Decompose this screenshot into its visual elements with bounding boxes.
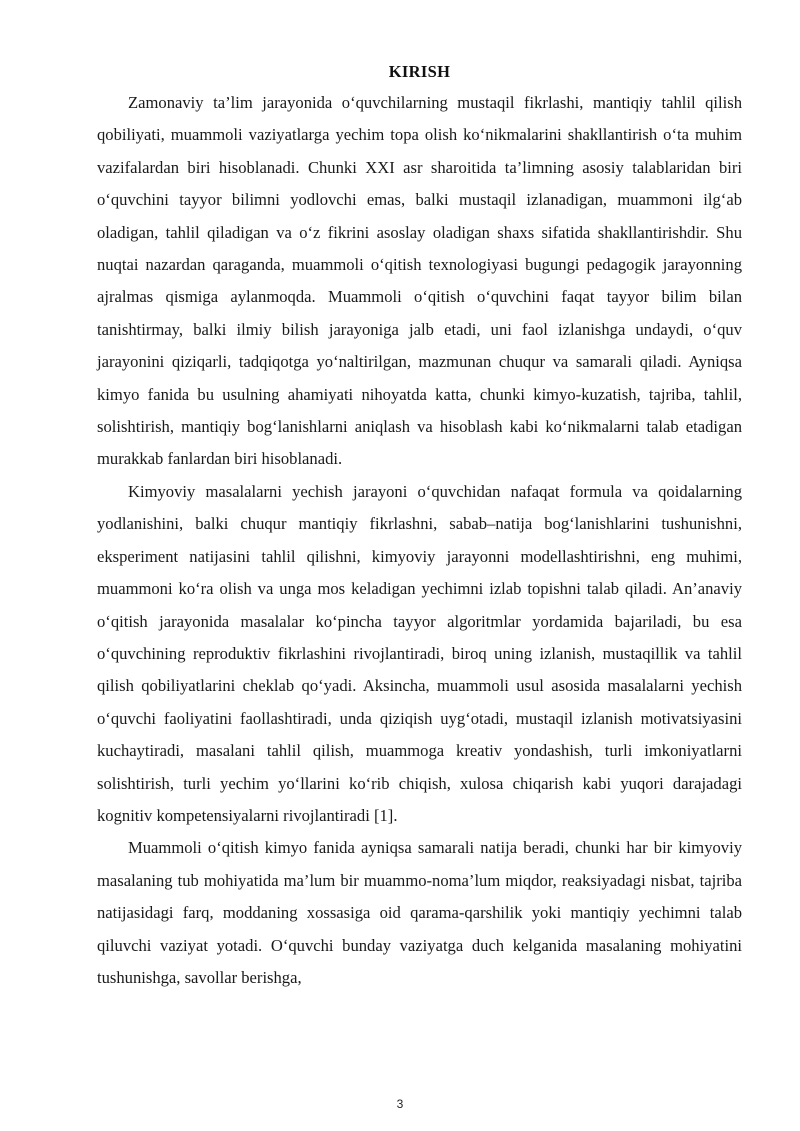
paragraph-problem-based-learning: Muammoli o‘qitish kimyo fanida ayniqsa samarali natija beradi, chunki har bir kimyoviy masalaning tub mohiyatida ma’lum bir muammo-noma’lum miqdor, reaksiyadagi nisbat, tajriba natijasidagi farq, moddaning xossasiga oid qarama-qarshilik yoki mantiqiy yechimni talab qiluvchi vaziyat yotadi. O‘quvchi bunday vaziyatga duch kelganida masalaning mohiyatini tushunishga, savollar berishga, [97,838,742,987]
page-number: 3 [396,1097,404,1111]
paragraph-intro: Zamonaviy ta’lim jarayonida o‘quvchilarning mustaqil fikrlashi, mantiqiy tahlil qilish qobiliyati, muammoli vaziyatlarga yechim topa olish ko‘nikmalarini shakllantirish o‘ta muhim vazifalardan biri hisoblanadi. Chunki XXI asr sharoitida ta’limning asosiy talablaridan biri o‘quvchini tayyor bilimni yodlovchi emas, balki mustaqil izlanadigan, muammoni ilg‘ab oladigan, tahlil qiladigan va o‘z fikrini asoslay oladigan shaxs sifatida shakllantirishdir. Shu nuqtai nazardan qaraganda, muammoli o‘qitish texnologiyasi bugungi pedagogik jarayonning ajralmas qismiga aylanmoqda. Muammoli o‘qitish o‘quvchini faqat tayyor bilim bilan tanishtirmay, balki ilmiy bilish jarayoniga jalb etadi, uni faol izlanishga undaydi, o‘quv jarayonini qiziqarli, tadqiqotga yo‘naltirilgan, mazmunan chuqur va samarali qiladi. Ayniqsa kimyo fanida bu usulning ahamiyati nihoyatda katta, chunki kimyo-kuzatish, tajriba, tahlil, solishtirish, mantiqiy bog‘lanishlarni aniqlash va hisoblash kabi ko‘nikmalarni talab etadigan murakkab fanlardan biri hisoblanadi. [97,93,742,469]
section-heading: KIRISH [388,62,451,81]
page-body [97,61,742,994]
paragraph-chemistry-problems: Kimyoviy masalalarni yechish jarayoni o‘quvchidan nafaqat formula va qoidalarning yodlanishini, balki chuqur mantiqiy fikrlashni, sabab–natija bog‘lanishlarini tushunishni, eksperiment natijasini tahlil qilishni, kimyoviy jarayonni modellashtirishni, eng muhimi, muammoni ko‘ra olish va unga mos keladigan yechimni izlab topishni talab qiladi. An’anaviy o‘qitish jarayonida masalalar ko‘pincha tayyor algoritmlar yordamida bajariladi, bu esa o‘quvchining reproduktiv fikrlashini rivojlantiradi, biroq uning izlanish, mustaqillik va tahlil qilish qobiliyatlarini cheklab qo‘yadi. Aksincha, muammoli usul asosida masalalarni yechish o‘quvchi faoliyatini faollashtiradi, unda qiziqish uyg‘otadi, mustaqil izlanish motivatsiyasini kuchaytiradi, masalani tahlil qilish, muammoga kreativ yondashish, turli imkoniyatlarni solishtirish, turli yechim yo‘llarini ko‘rib chiqish, xulosa chiqarish kabi yuqori darajadagi kognitiv kompetensiyalarni rivojlantiradi [1]. [97,481,742,825]
